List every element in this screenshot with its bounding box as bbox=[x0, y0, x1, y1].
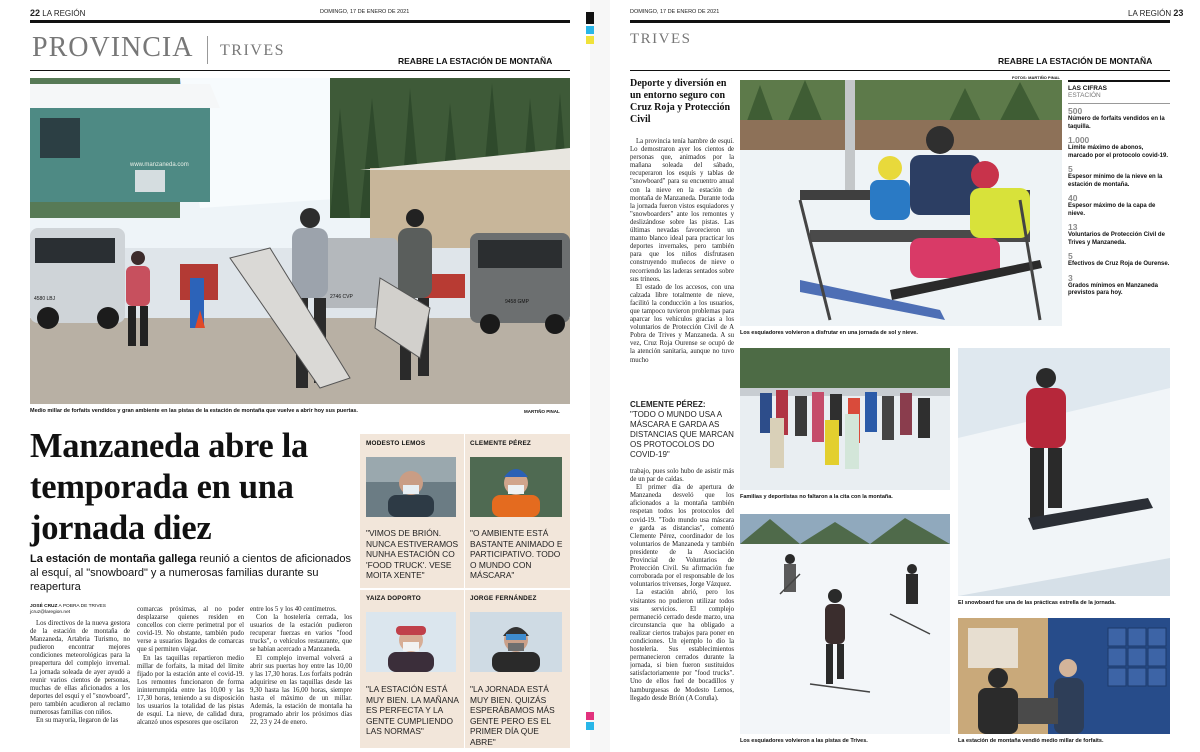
main-photo bbox=[30, 78, 570, 404]
stats-box bbox=[1068, 80, 1170, 302]
kicker: REABRE LA ESTACIÓN DE MONTAÑA bbox=[398, 56, 553, 66]
quote-3-name: YAIZA DOPORTO bbox=[366, 595, 421, 602]
subhead: La estación de montaña gallega reunió a cientos de aficionados al esquí, al "snowboard" y a numerosas familias durante su reapertura bbox=[30, 553, 351, 593]
plate-3: 9458 GMP bbox=[505, 299, 529, 305]
photo-credit-right: FOTOS: MARTIÑO PINAL bbox=[1012, 75, 1060, 80]
crowd-photo bbox=[740, 348, 950, 490]
registration-mark-cyan-2 bbox=[586, 722, 594, 730]
pullquote: CLEMENTE PÉREZ: "TODO O MUNDO USA A MÁSCARA E GARDA AS DISTANCIAS QUE MARCAN OS PROTOCOLOS DO COVID-19" bbox=[630, 400, 734, 459]
stat-item: 1.000 Límite máximo de abonos, marcado por el protocolo covid-19. bbox=[1068, 135, 1169, 159]
caption-snowboarder: El snowboard fue una de las prácticas estrella de la jornada. bbox=[958, 600, 1116, 606]
quote-4-name: JORGE FERNÁNDEZ bbox=[470, 595, 537, 602]
office-photo bbox=[958, 618, 1170, 734]
byline: JOSÉ CRUZ A POBRA DE TRIVES jcruz@laregion.net bbox=[30, 604, 106, 615]
registration-mark-magenta bbox=[586, 712, 594, 720]
side-headline: Deporte y diversión en un entorno seguro con Cruz Roja y Protección Civil bbox=[630, 78, 731, 125]
quote-2-name: CLEMENTE PÉREZ bbox=[470, 440, 532, 447]
caption-office: La estación de montaña vendió medio millar de forfaits. bbox=[958, 738, 1104, 744]
date-left: DOMINGO, 17 DE ENERO DE 2021 bbox=[320, 9, 410, 15]
side-body-2: trabajo, pues solo hubo de asistir más de un par de caídas. El primer día de apertura de Manzaneda desveló que los aficionados a la montaña también respetan todos los protocolos del covid-19. "Todo mundo usa máscara e garda as distancias", comentó Clemente Pérez, coordinador de los voluntarios de Manzaneda y también presidente de la Asociación Provincial de Voluntarios de Protección Civil. Su afirmación fue corroborada por el responsable de los voluntarios trivenses, Jorge Vázquez. La estación abrió, pero los visitantes no pudieron utilizar todos sus servicios. El complejo permaneció cerrado desde marzo, una circunstancia que ha obligado a realizar ciertos trabajos para poner en condiciones. Un ejemplo lo dio la hostelería. Sus establecimientos permanecieron cerrados durante la jornada, si bien fueron sustituidos satisfactoriamente por "food trucks". Uno de ellos fuel de bocadillos y hamburguesas de Modesto Lemos, llegado desde Brión (A Coruña). bbox=[630, 468, 734, 702]
chairlift-photo bbox=[740, 80, 1062, 326]
portrait-1 bbox=[366, 457, 456, 517]
stats-list bbox=[1068, 103, 1170, 298]
snowboarder-photo bbox=[958, 348, 1170, 596]
side-body-1: La provincia tenía hambre de esquí. Lo demostraron ayer los cientos de personas que, animados por la mañana soleada del sábado, recuperaron los esquís y tablas de "snowboard" para su encuentro anual con la nieve en la estación de montaña de Manzaneda. Durante toda la jornada fueron vistos esquiadores y "snowboarders" ante los remontes y deslizándose sobre las pistas. Las últimas nevadas favorecieron un manto blanco ideal para practicar los deportes invernales, pero también para que los niños disfrutasen construyendo muñecos de nieve o recorriendo las laderas sentados sobre sus trineos. El estado de los accesos, con una calzada libre totalmente de nieve, facilitó la conducción a los usuarios, que tampoco tuvieron problemas para aparcar los vehículos gracias a los voluntarios de Protección Civil de A Pobra de Trives y Manzaneda. A su vez, Cruz Roja Ourense se ocupó de la atención sanitaria, aunque no tuvo mucho bbox=[630, 138, 734, 364]
main-photo-credit: MARTIÑO PINAL bbox=[524, 409, 560, 414]
caption-chairlift: Los esquiadores volvieron a disfrutar en una jornada de sol y nieve. bbox=[740, 330, 918, 336]
stats-title: LAS CIFRAS bbox=[1068, 85, 1107, 92]
caption-crowd: Familias y deportistas no faltaron a la cita con la montaña. bbox=[740, 494, 893, 500]
date-right: DOMINGO, 17 DE ENERO DE 2021 bbox=[630, 9, 720, 15]
stat-item: 3 Grados mínimos en Manzaneda previstos para hoy. bbox=[1068, 272, 1159, 296]
plate-1: 4580 LBJ bbox=[34, 296, 56, 302]
stat-item: 5 Espesor mínimo de la nieve en la estación de montaña. bbox=[1068, 164, 1163, 188]
gutter bbox=[590, 0, 610, 752]
quote-2-text: "O AMBIENTE ESTÁ BASTANTE ANIMADO E PARTICIPATIVO. TODO O MUNDO CON MÁSCARA" bbox=[470, 528, 563, 580]
quote-1-text: "VIMOS DE BRIÓN. NUNCA ESTIVERAMOS NUNHA ESTACIÓN CO 'FOOD TRUCK'. VESE MOITA XENTE" bbox=[366, 528, 459, 580]
stat-item: 13 Voluntarios de Protección Civil de Trives y Manzaneda. bbox=[1068, 222, 1165, 246]
stat-item: 500 Número de forfaits vendidos en la taquilla. bbox=[1068, 106, 1165, 130]
body-column-1: Los directivos de la nueva gestora de la estación de montaña de Manzaneda, Artabria Turismo, no pudieron encontrar mejores condiciones meteorológicas para la preapertura del complejo invernal. La jornada soleada de ayer ayudó a reunir varios cientos de personas, muchas de ellas aficionados a los deportes del esquí y el "snowboard", pero también acudieron al reclamo numerosas familias con niños. En su mayoría, llegaron de las bbox=[30, 620, 130, 725]
caption-skiers: Los esquiadores volvieron a las pistas de Trives. bbox=[740, 738, 868, 744]
main-photo-caption: Medio millar de forfaits vendidos y gran ambiente en las pistas de la estación de montaña que vuelve a abrir hoy sus puertas. bbox=[30, 408, 358, 414]
subsection-title: TRIVES bbox=[220, 42, 285, 59]
quote-1-name: MODESTO LEMOS bbox=[366, 440, 426, 447]
registration-mark-black bbox=[586, 12, 594, 24]
plate-2: 2746 CVP bbox=[330, 294, 353, 300]
page-number-left: 22 LA REGIÓN bbox=[30, 8, 86, 18]
portrait-4 bbox=[470, 612, 562, 672]
body-column-3: entre los 5 y los 40 centímetros. Con la hostelería cerrada, los usuarios de la estación pudieron recuperar fuerzas en varios "food trucks", o vehículos restaurante, que se habían acercado a Manzaneda. El complejo invernal volverá a abrir sus puertas hoy entre las 10,00 y las 17,30 horas. Los forfaits podrán adquirirse en las taquillas desde las 9,30 hasta las 16,00 horas, siempre hasta el máximo de un millar. Además, la estación de montaña ha programado abrir los próximos días 22, 23 y 24 de enero. bbox=[250, 606, 352, 727]
section-title-right: TRIVES bbox=[630, 31, 692, 47]
page-number-right: LA REGIÓN 23 bbox=[1128, 8, 1184, 18]
registration-mark-yellow bbox=[586, 36, 594, 44]
portrait-3 bbox=[366, 612, 456, 672]
portrait-2 bbox=[470, 457, 562, 517]
quote-4-text: "LA JORNADA ESTÁ MUY BIEN. QUIZÁS ESPERÁBAMOS MÁS GENTE PERO ES EL PRIMER DÍA QUE ABRE" bbox=[470, 684, 555, 747]
section-title: PROVINCIA bbox=[32, 32, 194, 63]
skiers-photo bbox=[740, 514, 950, 734]
stat-item: 40 Espesor máximo de la capa de nieve. bbox=[1068, 193, 1156, 217]
registration-mark-cyan bbox=[586, 26, 594, 34]
body-column-2: comarcas próximas, al no poder desplazarse quienes residen en concellos con cierre perimetral por el covid-19. No obstante, también pudo verse a usuarios llegados de comarcas que sí permiten viajar. En las taquillas repartieron medio millar de forfaits, la mitad del límite fijado por la estación ante el covid-19. Los remontes funcionaron de forma ininterrumpida entre las 10,00 y las 17,30 horas, teniendo a su disposición los usuarios la totalidad de las pistas de esquí. La nieve, de calidad dura, alcanzó unos espesores que oscilaron bbox=[137, 606, 244, 727]
headline: Manzaneda abre la temporada en una jornada diez bbox=[30, 427, 308, 547]
quote-3-text: "LA ESTACIÓN ESTÁ MUY BIEN. LA MAÑANA ES PERFECTA Y LA GENTE CUMPLIENDO LAS NORMAS" bbox=[366, 684, 459, 736]
stats-subtitle: ESTACIÓN bbox=[1068, 92, 1101, 99]
kicker-right: REABRE LA ESTACIÓN DE MONTAÑA bbox=[998, 56, 1153, 66]
sign-manzaneda: www.manzaneda.com bbox=[130, 162, 189, 168]
stat-item: 5 Efectivos de Cruz Roja de Ourense. bbox=[1068, 251, 1170, 267]
